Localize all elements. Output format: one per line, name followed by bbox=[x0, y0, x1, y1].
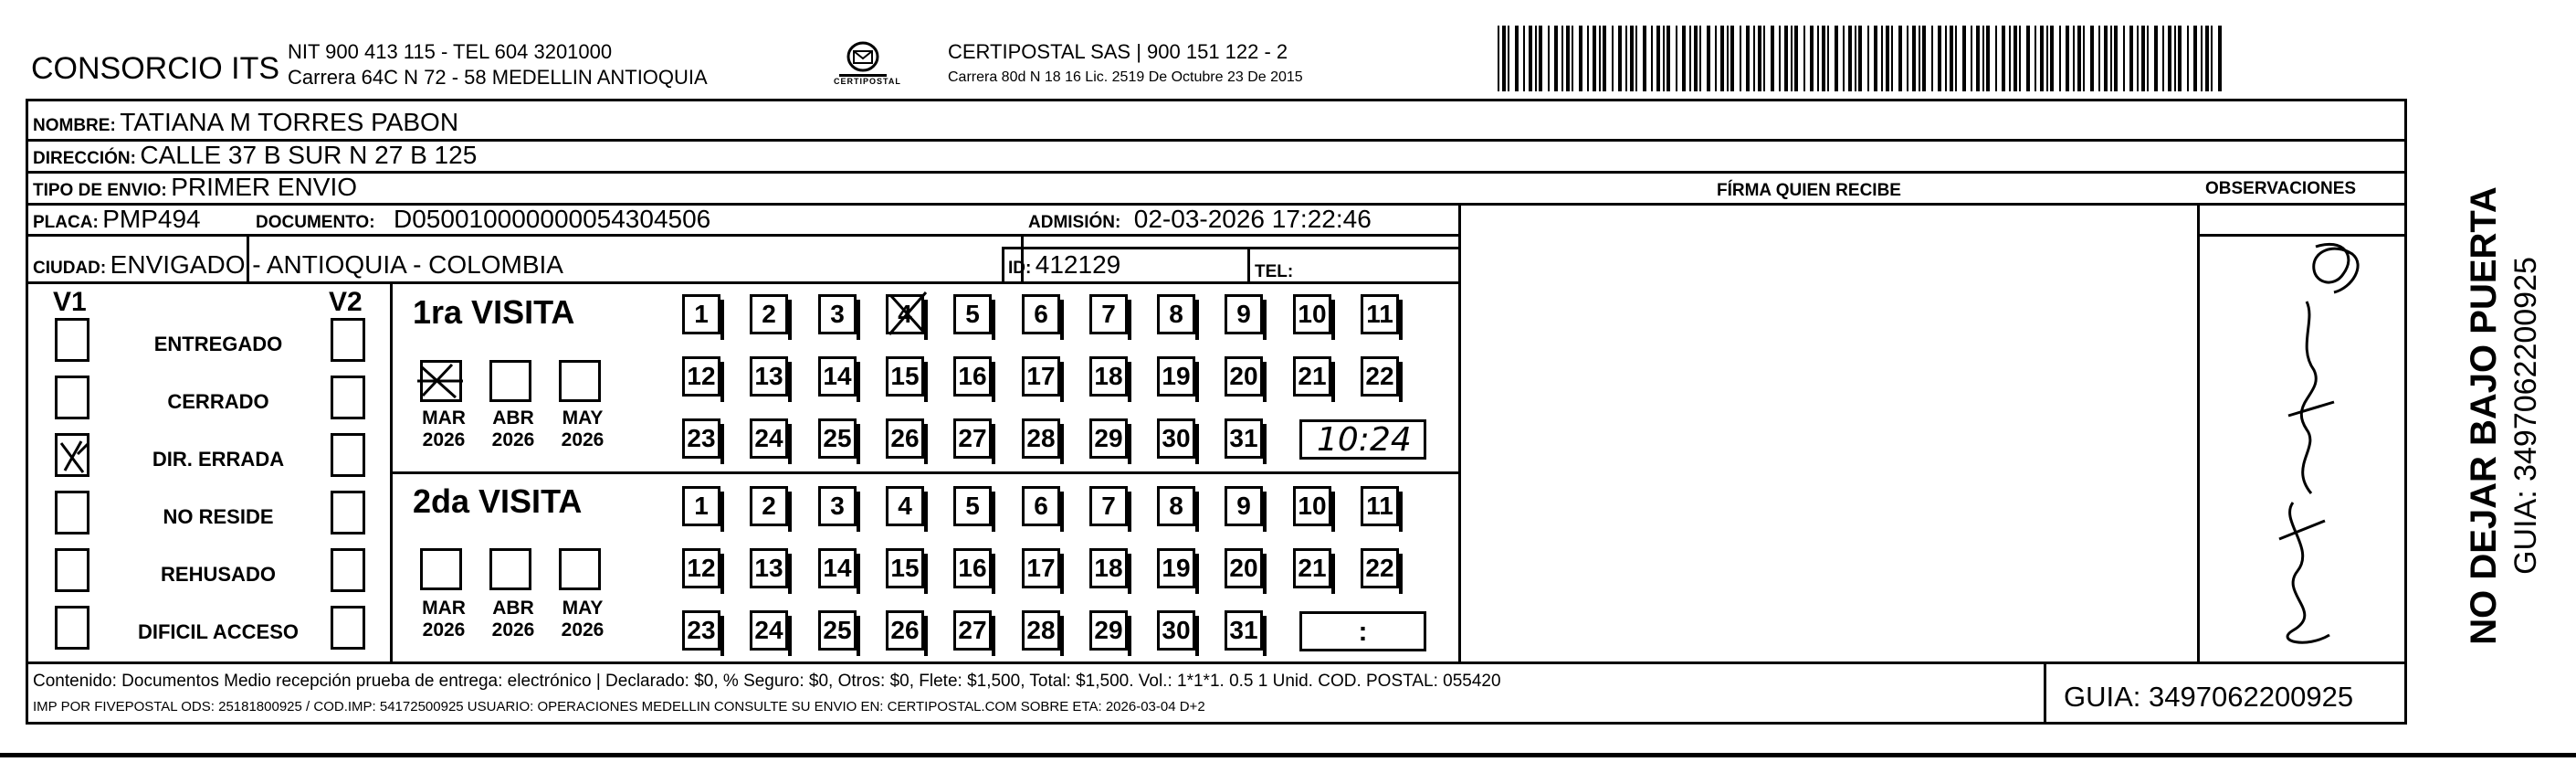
visit1-month-year: 2026 bbox=[561, 429, 605, 451]
visit2-month-label bbox=[413, 598, 475, 641]
id-label: ID: bbox=[1008, 259, 1032, 278]
id-row bbox=[1008, 252, 1120, 278]
barcode-bar bbox=[1515, 26, 1519, 91]
barcode-bar bbox=[1848, 26, 1852, 91]
visit2-day-2[interactable]: 2 bbox=[750, 486, 788, 526]
v2-checkbox-3[interactable] bbox=[331, 491, 365, 534]
barcode-bar bbox=[1643, 26, 1646, 91]
visit1-day-10[interactable]: 10 bbox=[1293, 294, 1331, 334]
barcode bbox=[1498, 26, 2228, 91]
bottom-rule bbox=[0, 753, 2576, 757]
visit2-day-8[interactable]: 8 bbox=[1157, 486, 1195, 526]
barcode-bar bbox=[2168, 26, 2171, 91]
barcode-bar bbox=[1746, 26, 1750, 91]
visit1-day-9[interactable]: 9 bbox=[1225, 294, 1263, 334]
visit2-day-21[interactable]: 21 bbox=[1293, 548, 1331, 588]
barcode-bar bbox=[2040, 26, 2044, 91]
barcode-bar bbox=[1779, 26, 1781, 91]
visit1-day-7[interactable]: 7 bbox=[1089, 294, 1128, 334]
documento-value: D050010000000054304506 bbox=[394, 205, 711, 233]
tel-row bbox=[1255, 256, 1293, 281]
barcode-bar bbox=[1822, 26, 1825, 91]
barcode-bar bbox=[2129, 26, 2133, 91]
visit2-day-17[interactable]: 17 bbox=[1022, 548, 1060, 588]
barcode-bar bbox=[1498, 26, 1499, 91]
barcode-bar bbox=[1955, 26, 1957, 91]
barcode-bar bbox=[1579, 26, 1582, 91]
barcode-bar bbox=[2059, 26, 2061, 91]
barcode-bar bbox=[1740, 26, 1741, 91]
company-name: CONSORCIO ITS bbox=[31, 51, 280, 86]
barcode-bar bbox=[1794, 26, 1798, 91]
barcode-bar bbox=[1835, 26, 1838, 91]
certipostal-logo bbox=[826, 40, 899, 95]
barcode-bar bbox=[1625, 26, 1627, 91]
visit1-day-25[interactable]: 25 bbox=[818, 418, 857, 459]
barcode-bar bbox=[1758, 26, 1761, 91]
barcode-bar bbox=[1720, 26, 1724, 91]
visit2-month-checkbox-2[interactable] bbox=[559, 548, 601, 590]
status-option-label: REHUSADO bbox=[161, 563, 276, 586]
barcode-bar bbox=[2141, 26, 2145, 91]
barcode-bar bbox=[2201, 26, 2203, 91]
barcode-bar bbox=[1995, 26, 1997, 91]
barcode-bar bbox=[2110, 26, 2112, 91]
visit1-day-1[interactable]: 1 bbox=[682, 294, 720, 334]
barcode-bar bbox=[1682, 26, 1686, 91]
v2-header: V2 bbox=[329, 287, 363, 317]
barcode-bar bbox=[1881, 26, 1883, 91]
visit1-day-26[interactable]: 26 bbox=[886, 418, 924, 459]
visit1-day-17[interactable]: 17 bbox=[1022, 356, 1060, 397]
visit1-day-28[interactable]: 28 bbox=[1022, 418, 1060, 459]
visit1-day-29[interactable]: 29 bbox=[1089, 418, 1128, 459]
visit2-day-1[interactable]: 1 bbox=[682, 486, 720, 526]
visit2-day-5[interactable]: 5 bbox=[953, 486, 992, 526]
barcode-bar bbox=[1676, 26, 1677, 91]
documento-label: DOCUMENTO: bbox=[256, 213, 375, 232]
tipo-row bbox=[33, 175, 357, 200]
visit1-month-checkbox-2[interactable] bbox=[559, 360, 601, 402]
visit2-day-24[interactable]: 24 bbox=[750, 610, 788, 651]
visit1-day-11[interactable]: 11 bbox=[1361, 294, 1399, 334]
visit1-day-21[interactable]: 21 bbox=[1293, 356, 1331, 397]
v1-checkbox-3[interactable] bbox=[55, 491, 89, 534]
admision-value: 02-03-2026 17:22:46 bbox=[1133, 205, 1372, 233]
logo-text: CERTIPOSTAL bbox=[834, 77, 901, 86]
barcode-bar bbox=[1855, 26, 1856, 91]
nombre-label: NOMBRE: bbox=[33, 116, 116, 135]
barcode-bar bbox=[1561, 26, 1563, 91]
visit1-day-2[interactable]: 2 bbox=[750, 294, 788, 334]
placa-label: PLACA: bbox=[33, 213, 99, 232]
visit1-day-23[interactable]: 23 bbox=[682, 418, 720, 459]
visit1-day-22[interactable]: 22 bbox=[1361, 356, 1399, 397]
barcode-bar bbox=[1810, 26, 1814, 91]
visit2-month-name: ABR bbox=[492, 598, 534, 619]
footer-imp-line: IMP POR FIVEPOSTAL ODS: 25181800925 / COD.IMP: 54172500925 USUARIO: OPERACIONES MEDELLIN CONSULTE SU ENVIO EN: CERTIPOSTAL.COM SOBRE ETA: 2026-03-04 D+2 bbox=[33, 699, 1205, 714]
visit2-day-19[interactable]: 19 bbox=[1157, 548, 1195, 588]
handwritten-signature bbox=[2206, 219, 2400, 658]
documento-row bbox=[256, 206, 710, 232]
barcode-bar bbox=[1843, 26, 1845, 91]
status-option-label: ENTREGADO bbox=[153, 333, 283, 355]
side-no-dejar: NO DEJAR BAJO PUERTA bbox=[2464, 186, 2504, 645]
nombre-value: TATIANA M TORRES PABON bbox=[120, 108, 459, 136]
visit2-day-12[interactable]: 12 bbox=[682, 548, 720, 588]
barcode-bar bbox=[1539, 26, 1542, 91]
barcode-bar bbox=[1694, 26, 1698, 91]
barcode-bar bbox=[2123, 26, 2125, 91]
barcode-bar bbox=[2090, 26, 2094, 91]
barcode-bar bbox=[1931, 26, 1933, 91]
barcode-bar bbox=[2178, 26, 2182, 91]
ciudad-value: ENVIGADO - ANTIOQUIA - COLOMBIA bbox=[110, 250, 563, 279]
visit2-day-27[interactable]: 27 bbox=[953, 610, 992, 651]
barcode-bar bbox=[1945, 26, 1947, 91]
barcode-bar bbox=[1962, 26, 1966, 91]
nombre-row bbox=[33, 110, 458, 135]
barcode-bar bbox=[1922, 26, 1926, 91]
visit2-day-13[interactable]: 13 bbox=[750, 548, 788, 588]
tel-label: TEL: bbox=[1255, 262, 1294, 281]
visit2-day-11[interactable]: 11 bbox=[1361, 486, 1399, 526]
barcode-bar bbox=[2026, 26, 2030, 91]
barcode-bar bbox=[1603, 26, 1606, 91]
visit1-day-13[interactable]: 13 bbox=[750, 356, 788, 397]
ciudad-row bbox=[33, 252, 563, 278]
barcode-bar bbox=[1898, 26, 1902, 91]
footer-guia: GUIA: 3497062200925 bbox=[2064, 681, 2354, 713]
barcode-bar bbox=[2154, 26, 2158, 91]
barcode-bar bbox=[1982, 26, 1984, 91]
id-value: 412129 bbox=[1035, 250, 1121, 279]
visit1-day-4[interactable]: 4 bbox=[886, 294, 924, 334]
barcode-bar bbox=[1827, 26, 1829, 91]
barcode-bar bbox=[1593, 26, 1596, 91]
status-option-label: NO RESIDE bbox=[163, 505, 274, 528]
visit2-day-9[interactable]: 9 bbox=[1225, 486, 1263, 526]
visit1-month-name: MAY bbox=[562, 407, 604, 429]
address-line: Carrera 64C N 72 - 58 MEDELLIN ANTIOQUIA bbox=[288, 66, 708, 89]
certipostal-address: Carrera 80d N 18 16 Lic. 2519 De Octubre 23 De 2015 bbox=[948, 69, 1303, 85]
barcode-bar bbox=[2035, 26, 2036, 91]
barcode-bar bbox=[2066, 26, 2069, 91]
barcode-bar bbox=[2083, 26, 2085, 91]
x-check-mark-icon bbox=[58, 436, 89, 476]
barcode-bar bbox=[1912, 26, 1916, 91]
certipostal-line: CERTIPOSTAL SAS | 900 151 122 - 2 bbox=[948, 40, 1288, 63]
barcode-bar bbox=[2114, 26, 2118, 91]
barcode-bar bbox=[2073, 26, 2075, 91]
barcode-bar bbox=[1753, 26, 1755, 91]
barcode-bar bbox=[1599, 26, 1601, 91]
form-frame bbox=[26, 99, 2407, 725]
visit2-day-26[interactable]: 26 bbox=[886, 610, 924, 651]
visit1-day-5[interactable]: 5 bbox=[953, 294, 992, 334]
visit1-day-6[interactable]: 6 bbox=[1022, 294, 1060, 334]
x-check-mark-icon bbox=[882, 289, 933, 344]
barcode-bar bbox=[2019, 26, 2021, 91]
barcode-bar bbox=[2009, 26, 2011, 91]
barcode-bar bbox=[2137, 26, 2139, 91]
visit1-day-31[interactable]: 31 bbox=[1225, 418, 1263, 459]
visit1-day-12[interactable]: 12 bbox=[682, 356, 720, 397]
placa-value: PMP494 bbox=[102, 205, 201, 233]
footer-contenido: Contenido: Documentos Medio recepción prueba de entrega: electrónico | Declarado: $0, % Seguro: $0, Otros: $0, Flete: $1,500, Total: $1,500. Vol.: 1*1*1. 0.5 1 Unid. COD. POSTAL: 055420 bbox=[33, 672, 1501, 691]
visit1-month-checkbox-0[interactable] bbox=[420, 360, 462, 402]
visit2-month-year: 2026 bbox=[561, 619, 605, 641]
visit1-month-name: ABR bbox=[492, 407, 534, 429]
barcode-bar bbox=[1874, 26, 1877, 91]
v1-checkbox-2[interactable] bbox=[55, 433, 89, 477]
visit2-day-28[interactable]: 28 bbox=[1022, 610, 1060, 651]
barcode-bar bbox=[1891, 26, 1893, 91]
barcode-bar bbox=[1986, 26, 1990, 91]
admision-label: ADMISIÓN: bbox=[1028, 213, 1121, 232]
barcode-bar bbox=[1730, 26, 1734, 91]
direccion-label: DIRECCIÓN: bbox=[33, 149, 136, 168]
barcode-bar bbox=[1858, 26, 1862, 91]
visit2-month-checkbox-1[interactable] bbox=[489, 548, 531, 590]
barcode-bar bbox=[2218, 26, 2222, 91]
visit2-day-6[interactable]: 6 bbox=[1022, 486, 1060, 526]
barcode-bar bbox=[1727, 26, 1729, 91]
v2-checkbox-5[interactable] bbox=[331, 606, 365, 650]
barcode-bar bbox=[1715, 26, 1717, 91]
barcode-bar bbox=[1919, 26, 1920, 91]
visit1-time-value: 10:24 bbox=[1317, 421, 1412, 459]
visit1-time-box[interactable] bbox=[1299, 419, 1426, 460]
direccion-value: CALLE 37 B SUR N 27 B 125 bbox=[140, 141, 478, 169]
barcode-bar bbox=[1907, 26, 1908, 91]
visit2-day-16[interactable]: 16 bbox=[953, 548, 992, 588]
visit2-month-checkbox-0[interactable] bbox=[420, 548, 462, 590]
visit2-day-15[interactable]: 15 bbox=[886, 548, 924, 588]
ciudad-label: CIUDAD: bbox=[33, 259, 107, 278]
status-option-label: CERRADO bbox=[167, 390, 269, 413]
barcode-bar bbox=[1771, 26, 1774, 91]
barcode-bar bbox=[1523, 26, 1525, 91]
placa-row bbox=[33, 206, 201, 232]
visit1-day-20[interactable]: 20 bbox=[1225, 356, 1263, 397]
barcode-bar bbox=[1938, 26, 1941, 91]
visit2-day-31[interactable]: 31 bbox=[1225, 610, 1263, 651]
barcode-bar bbox=[1635, 26, 1637, 91]
barcode-bar bbox=[2193, 26, 2197, 91]
visit2-title: 2da VISITA bbox=[413, 482, 583, 520]
firma-header: FÍRMA QUIEN RECIBE bbox=[1717, 181, 1901, 200]
visit2-day-4[interactable]: 4 bbox=[886, 486, 924, 526]
visit2-day-20[interactable]: 20 bbox=[1225, 548, 1263, 588]
barcode-bar bbox=[1535, 26, 1537, 91]
v2-checkbox-0[interactable] bbox=[331, 318, 365, 362]
barcode-bar bbox=[2046, 26, 2048, 91]
barcode-bar bbox=[1950, 26, 1953, 91]
barcode-bar bbox=[1572, 26, 1573, 91]
v1-checkbox-4[interactable] bbox=[55, 548, 89, 592]
admision-row bbox=[1028, 206, 1372, 232]
status-option-label: DIR. ERRADA bbox=[152, 448, 285, 471]
v1-checkbox-1[interactable] bbox=[55, 376, 89, 419]
barcode-bar bbox=[1612, 26, 1614, 91]
visit1-day-3[interactable]: 3 bbox=[818, 294, 857, 334]
barcode-bar bbox=[2147, 26, 2149, 91]
visit2-day-3[interactable]: 3 bbox=[818, 486, 857, 526]
v1-header: V1 bbox=[53, 287, 87, 317]
barcode-bar bbox=[1976, 26, 1980, 91]
barcode-bar bbox=[1707, 26, 1710, 91]
visit2-day-18[interactable]: 18 bbox=[1089, 548, 1128, 588]
barcode-bar bbox=[1803, 26, 1805, 91]
barcode-bar bbox=[1763, 26, 1765, 91]
visit2-month-year: 2026 bbox=[422, 619, 466, 641]
barcode-bar bbox=[1867, 26, 1869, 91]
visit2-month-year: 2026 bbox=[491, 619, 535, 641]
visit2-time-value: : bbox=[1358, 617, 1368, 647]
barcode-bar bbox=[2077, 26, 2081, 91]
barcode-bar bbox=[1699, 26, 1701, 91]
visit1-month-label bbox=[482, 407, 544, 451]
barcode-bar bbox=[1784, 26, 1788, 91]
barcode-bar bbox=[1689, 26, 1691, 91]
barcode-bar bbox=[1886, 26, 1889, 91]
barcode-bar bbox=[1566, 26, 1570, 91]
barcode-bar bbox=[2013, 26, 2017, 91]
visit2-day-30[interactable]: 30 bbox=[1157, 610, 1195, 651]
barcode-bar bbox=[2104, 26, 2108, 91]
v2-checkbox-1[interactable] bbox=[331, 376, 365, 419]
barcode-bar bbox=[2205, 26, 2209, 91]
visit2-day-14[interactable]: 14 bbox=[818, 548, 857, 588]
status-option-label: DIFICIL ACCESO bbox=[137, 620, 299, 643]
visit1-day-14[interactable]: 14 bbox=[818, 356, 857, 397]
barcode-bar bbox=[2174, 26, 2176, 91]
visit1-month-name: MAR bbox=[422, 407, 466, 429]
v1-checkbox-5[interactable] bbox=[55, 606, 89, 650]
visit1-month-year: 2026 bbox=[422, 429, 466, 451]
v1-checkbox-0[interactable] bbox=[55, 318, 89, 362]
barcode-bar bbox=[1618, 26, 1622, 91]
visit1-day-30[interactable]: 30 bbox=[1157, 418, 1195, 459]
visit2-day-23[interactable]: 23 bbox=[682, 610, 720, 651]
barcode-bar bbox=[2050, 26, 2054, 91]
visit1-month-year: 2026 bbox=[491, 429, 535, 451]
visit2-month-name: MAY bbox=[562, 598, 604, 619]
barcode-bar bbox=[2002, 26, 2005, 91]
visit2-month-name: MAR bbox=[422, 598, 466, 619]
visit1-day-24[interactable]: 24 bbox=[750, 418, 788, 459]
barcode-bar bbox=[1656, 26, 1660, 91]
direccion-row bbox=[33, 143, 477, 168]
visit2-day-22[interactable]: 22 bbox=[1361, 548, 1399, 588]
visit1-day-27[interactable]: 27 bbox=[953, 418, 992, 459]
barcode-bar bbox=[1971, 26, 1972, 91]
barcode-bar bbox=[2211, 26, 2213, 91]
barcode-bar bbox=[1667, 26, 1670, 91]
v2-checkbox-2[interactable] bbox=[331, 433, 365, 477]
visit1-day-8[interactable]: 8 bbox=[1157, 294, 1195, 334]
barcode-bar bbox=[1651, 26, 1653, 91]
visit2-day-25[interactable]: 25 bbox=[818, 610, 857, 651]
nit-line: NIT 900 413 115 - TEL 604 3201000 bbox=[288, 40, 613, 63]
barcode-bar bbox=[2162, 26, 2164, 91]
tipo-value: PRIMER ENVIO bbox=[171, 173, 358, 201]
visit1-month-label bbox=[413, 407, 475, 451]
visit1-day-15[interactable]: 15 bbox=[886, 356, 924, 397]
visit2-time-box[interactable] bbox=[1299, 611, 1426, 651]
barcode-bar bbox=[2187, 26, 2189, 91]
visit1-day-16[interactable]: 16 bbox=[953, 356, 992, 397]
barcode-bar bbox=[1791, 26, 1793, 91]
barcode-bar bbox=[1502, 26, 1506, 91]
visit1-title: 1ra VISITA bbox=[413, 293, 575, 331]
side-guia: GUIA: 3497062200925 bbox=[2508, 257, 2543, 575]
v2-checkbox-4[interactable] bbox=[331, 548, 365, 592]
visit2-month-label bbox=[552, 598, 614, 641]
x-check-mark-icon bbox=[415, 357, 470, 399]
tipo-label: TIPO DE ENVIO: bbox=[33, 181, 167, 200]
visit2-day-29[interactable]: 29 bbox=[1089, 610, 1128, 651]
visit2-month-label bbox=[482, 598, 544, 641]
barcode-bar bbox=[1508, 26, 1509, 91]
observaciones-header: OBSERVACIONES bbox=[2205, 179, 2357, 198]
barcode-bar bbox=[1663, 26, 1665, 91]
visit1-day-19[interactable]: 19 bbox=[1157, 356, 1195, 397]
barcode-bar bbox=[1529, 26, 1532, 91]
barcode-bar bbox=[1817, 26, 1819, 91]
visit1-day-18[interactable]: 18 bbox=[1089, 356, 1128, 397]
barcode-bar bbox=[1548, 26, 1550, 91]
barcode-bar bbox=[1554, 26, 1558, 91]
barcode-bar bbox=[2098, 26, 2100, 91]
visit2-day-7[interactable]: 7 bbox=[1089, 486, 1128, 526]
visit2-day-10[interactable]: 10 bbox=[1293, 486, 1331, 526]
visit1-month-checkbox-1[interactable] bbox=[489, 360, 531, 402]
visit1-month-label bbox=[552, 407, 614, 451]
barcode-bar bbox=[1587, 26, 1589, 91]
barcode-bar bbox=[1630, 26, 1634, 91]
